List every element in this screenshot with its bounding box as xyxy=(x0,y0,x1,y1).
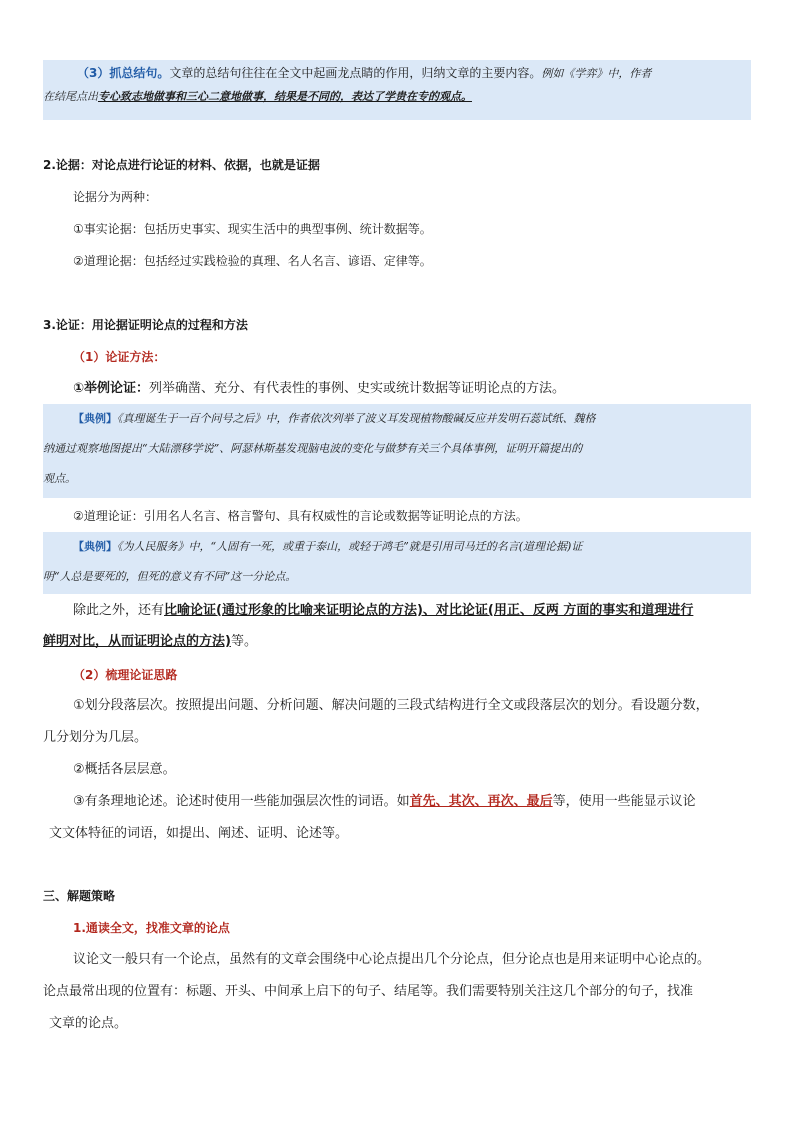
summary-text: 文章的总结句往往在全文中起画龙点睛的作用，归纳文章的主要内容。 xyxy=(169,66,542,80)
example-box-1-line-1: 《真理诞生于一百个问号之后》中，作者依次列举了波义耳发现植物酸碱反应并发明石蕊试纸、魏格 xyxy=(117,412,596,425)
example-box-1-tag: 【典例】 xyxy=(73,412,117,425)
example-box-2-line-1: 《为人民服务》中，“人固有一死，或重于泰山，或轻于鸿毛”就是引用司马迁的名言(道理论据)证 xyxy=(117,540,583,553)
example-argument-label: ①举例论证： xyxy=(73,381,150,396)
summary-example-lead: 例如《学弈》中，作者 xyxy=(541,67,652,80)
other-methods-line-2 xyxy=(43,630,751,654)
step-1-line-1: ①划分段落层次。按照提出问题、分析问题、解决问题的三段式结构进行全文或段落层次的划分。看设题分数， xyxy=(73,698,709,713)
summary-example-lead2: 在结尾点出 xyxy=(43,90,98,103)
step-3-lead: ③有条理地论述。论述时使用一些能加强层次性的词语。如 xyxy=(73,794,410,809)
reason-evidence-item: ②道理论据：包括经过实践检验的真理、名人名言、谚语、定律等。 xyxy=(73,254,432,268)
example-box-2 xyxy=(43,532,751,594)
strategy-heading: 三、解题策略 xyxy=(43,889,116,903)
other-methods-underline-2: 鲜明对比，从而证明论点的方法) xyxy=(43,634,231,649)
sort-argument-subheading: （2）梳理论证思路 xyxy=(73,668,178,682)
strategy-paragraph-line-1: 议论文一般只有一个论点，虽然有的文章会围绕中心论点提出几个分论点，但分论点也是用来证明中心论点的。 xyxy=(73,952,711,967)
example-box-1 xyxy=(43,404,751,498)
other-methods-line-1 xyxy=(43,599,781,623)
strategy-subheading-1: 1.通读全文，找准文章的论点 xyxy=(73,921,230,935)
example-argument-item xyxy=(43,377,781,401)
example-argument-text: 列举确凿、充分、有代表性的事例、史实或统计数据等证明论点的方法。 xyxy=(149,381,566,396)
fact-evidence-item: ①事实论据：包括历史事实、现实生活中的典型事例、统计数据等。 xyxy=(73,222,432,236)
example-box-2-line-2: 明“人总是要死的，但死的意义有不同”这一分论点。 xyxy=(43,570,297,583)
strategy-paragraph-line-3: 文章的论点。 xyxy=(49,1016,128,1031)
section-2-heading: 2.论据：对论点进行论证的材料、依据，也就是证据 xyxy=(43,158,320,172)
section-2-intro: 论据分为两种： xyxy=(73,190,158,204)
summary-sentence-box xyxy=(43,60,751,120)
other-methods-underline-1: 比喻论证(通过形象的比喻来证明论点的方法)、对比论证(用正、反两 方面的事实和道理进行 xyxy=(164,603,694,618)
example-box-1-line-3: 观点。 xyxy=(43,472,76,485)
summary-example-underline: 专心致志地做事和三心二意地做事，结果是不同的，表达了学贵在专的观点。 xyxy=(98,90,472,103)
example-box-1-line-2: 纳通过观察地图提出“大陆漂移学说”、阿瑟林斯基发现脑电波的变化与做梦有关三个具体事例，证明开篇提出的 xyxy=(43,442,583,455)
step-3-transition-words: 首先、其次、再次、最后 xyxy=(409,794,553,809)
reason-argument-item: ②道理论证：引用名人名言、格言警句、具有权威性的言论或数据等证明论点的方法。 xyxy=(73,509,528,523)
section-3-heading: 3.论证：用论据证明论点的过程和方法 xyxy=(43,318,248,332)
step-3-tail: 等，使用一些能显示议论 xyxy=(552,794,696,809)
step-2: ②概括各层层意。 xyxy=(73,762,176,777)
argument-methods-subheading: （1）论证方法： xyxy=(73,350,166,364)
step-3-line-2: 文文体特征的词语，如提出、阐述、证明、论述等。 xyxy=(49,826,349,841)
other-methods-lead: 除此之外，还有 xyxy=(73,603,165,618)
example-box-2-tag: 【典例】 xyxy=(73,540,117,553)
strategy-paragraph-line-2: 论点最常出现的位置有：标题、开头、中间承上启下的句子、结尾等。我们需要特别关注这几个部分的句子，找准 xyxy=(43,984,694,999)
step-3-line-1 xyxy=(43,790,781,814)
step-1-line-2: 几分划分为几层。 xyxy=(43,730,148,745)
summary-label: （3）抓总结句。 xyxy=(77,66,170,80)
other-methods-end: 等。 xyxy=(230,634,257,649)
